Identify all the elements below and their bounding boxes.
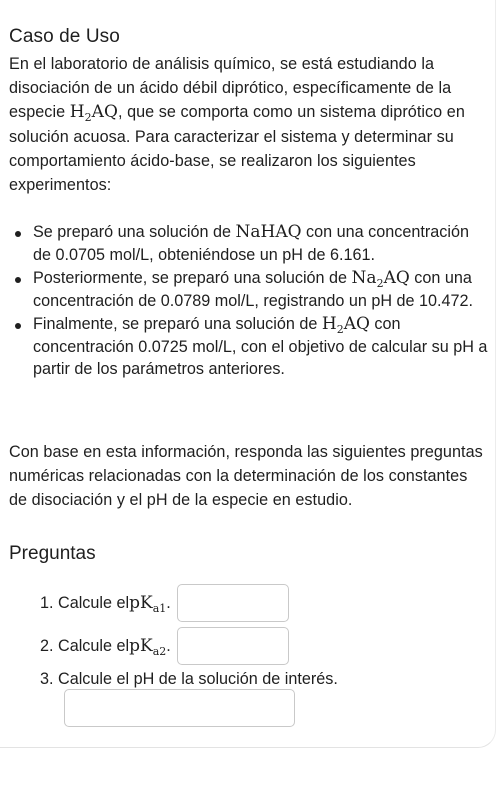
question-2: 2. Calcule el $pK_{a2}$ . (40, 627, 289, 665)
pka2-answer-input[interactable] (177, 627, 289, 665)
case-intro-paragraph (9, 52, 489, 197)
case-heading: Caso de Uso (9, 26, 120, 47)
experiment-item: Finalmente, se preparó una solución de $H_2AQ$ con concentración 0.0725 mol/L, con el objetivo de calcular su pH a partir de los parámetros anteriores. (9, 313, 491, 381)
questions-heading: Preguntas (9, 543, 96, 564)
intro-text-1: En el laboratorio de análisis químico, se está estudiando la disociación de un ácido débil diprótico, específicamente de la especie (9, 55, 452, 122)
ph-answer-input[interactable] (64, 689, 295, 727)
formula-na2aq: $Na_2AQ$ (351, 268, 410, 290)
question-3: 3. Calcule el pH de la solución de interés. (40, 670, 338, 688)
bullet-icon (15, 277, 21, 283)
experiment-item: Se preparó una solución de NaHAQ con una concentración de 0.0705 mol/L, obteniéndose un pH de 6.161. (9, 221, 491, 266)
pka2-symbol: $pK_{a2}$ (129, 636, 167, 658)
pka1-answer-input[interactable] (177, 584, 289, 622)
question-1: 1. Calcule el $pK_{a1}$ . (40, 584, 289, 622)
experiments-list (9, 221, 491, 381)
species-formula: $H_2AQ$ (69, 102, 118, 125)
bullet-icon (15, 323, 21, 329)
formula-nahaq: NaHAQ (235, 222, 302, 242)
pka1-symbol: $pK_{a1}$ (129, 593, 167, 615)
bullet-icon (15, 231, 21, 237)
intro-text-2: , que se comporta como un sistema diprótico en solución acuosa. Para caracterizar el sistema y determinar su comportamiento ácido-base, se realizaron los siguientes experimentos: (9, 103, 465, 195)
experiment-item: Posteriormente, se preparó una solución de $Na_2AQ$ con una concentración de 0.0789 mol/L, registrando un pH de 10.472. (9, 267, 491, 312)
formula-h2aq: $H_2AQ$ (321, 314, 370, 336)
closing-paragraph: Con base en esta información, responda las siguientes preguntas numéricas relacionadas con la determinación de los constantes de disociación y el pH de la especie en estudio. (9, 443, 483, 510)
